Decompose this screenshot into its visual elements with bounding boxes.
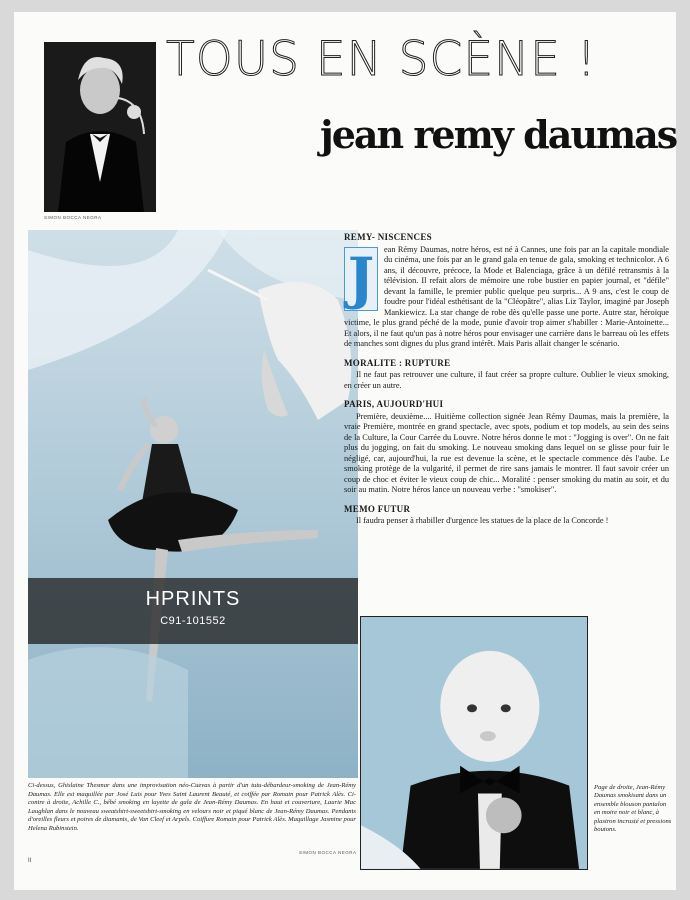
section-text-remyniscences-body: ean Rémy Daumas, notre héros, est né à Cannes, une fois par an la capitale mondiale du cinéma, une fois par an le grand gala en tenue de gala, smoking et technicolor. A 6 ans, il découvre, précoce, la Mode et Balenciaga, grâce à un défilé retransmis à la télévision. Il refait alors de mémoire une robe bustier en papier journal, et "défile" devant la famille, le premier public quelque peu surpris... A 9 ans, c'est le coup de foudre pour l'idéal esthétisant de la "Cléopâtre", alias Liz Taylor, imaginé par Joseph Mankiewicz. La star change de robe dès qu'elle passe une porte. Autre star, héroïque victime, le plus grand péché de la mode, punie d'avoir trop aimer s'habiller : Marie-Antoinette... Et alors, il ne faut qu'un pas à notre héros pour envisager une carrière dans le barreau où les effets de manches sont dignes du plus grand intérêt. Mais Paris allait changer le scénario. [344, 244, 669, 348]
photo-credit-top: SIMON BOCCA NEGRA [44, 215, 102, 220]
ballerina-unicorn-photo [28, 230, 358, 778]
watermark-code: C91-101552 [160, 615, 226, 627]
page-title: TOUS EN SCÈNE ! [166, 32, 597, 87]
watermark-brand: HPRINTS [145, 588, 241, 610]
section-text-moralite: Il ne faut pas retrouver une culture, il faut créer sa propre culture. Oublier le vieux smoking, en créer un autre. [344, 370, 669, 390]
magazine-page [14, 12, 676, 890]
dropcap-letter: J [344, 247, 378, 311]
baby-photo [360, 616, 588, 870]
page-subtitle: jean remy daumas [320, 112, 677, 157]
section-title-remyniscences: REMY- NISCENCES [344, 232, 432, 242]
page-number: II [28, 858, 32, 864]
section-text-remyniscences [344, 245, 669, 350]
portrait-photo [44, 42, 156, 212]
section-text-paris: Première, deuxième.... Huitième collection signée Jean Rémy Daumas, mais la première, la vraie Première, montrée en grand spectacle, avec spots, podium et top models, au sein des seins de la Culture, la Cour Carrée du Louvre. Notre héros donne le mot : "Jogging is over". On ne fait plus du jogging, on fait du smoking. Le nouveau smoking dans lequel on se glisse pour fuir le négligé, car, aujourd'hui, la rue est devenue la scène, et le spectacle commence dès l'aube. Le smoking protège de la vulgarité, il permet de rire sans jamais le montrer. Il faut savoir créer un coup de choc et éviter le vieux coup de chic... Moralité : penser smoking du matin au soir, et du soir au matin. Notre héros lance un nouveau verbe : "smokiser". [344, 411, 669, 494]
section-title-moralite: MORALITE : RUPTURE [344, 357, 451, 368]
section-text-memo: Il faudra penser à rhabiller d'urgence les statues de la place de la Concorde ! [356, 516, 609, 525]
portrait-illustration [44, 42, 156, 212]
section-title-paris: PARIS, AUJOURD'HUI [344, 399, 444, 409]
caption-right: Page de droite, Jean-Rémy Daumas smokisant dans un ensemble blouson pantalon en moire noir et blanc, à plastron incrusté et pressions boutons. [594, 784, 672, 834]
article-body [344, 232, 669, 535]
photo-credit-bottom: SIMON BOCCA NEGRA [299, 850, 357, 855]
watermark [28, 578, 358, 644]
caption-left: Ci-dessus, Ghislaine Thesmar dans une improvisation néo-Cuevas à partir d'un tutu-débardeur-smoking de Jean-Rémy Daumas. Elle est maquillée par José Luis pour Yves Saint Laurent Beauté, et coiffée par Romain pour Patrick Alès. Ci-contre à droite, Achille C., bébé smoking en layette de gala de Jean-Rémy Daumas. En haut et couverture, Laurie Mac Laughlan dans le nouveau sweatshirt-sweetshirt-smoking en velours noir et piqué blanc de Jean-Rémy Daumas. Pendants d'oreilles fleurs et poires de diamants, de Van Cleef et Arpels. Coiffure Romain pour Patrick Alès. Maquillage Jasmine pour Helena Rubinstein. [28, 782, 356, 832]
ballerina-illustration [28, 230, 358, 778]
section-title-memo: MEMO FUTUR [344, 503, 411, 514]
baby-illustration [361, 617, 587, 869]
